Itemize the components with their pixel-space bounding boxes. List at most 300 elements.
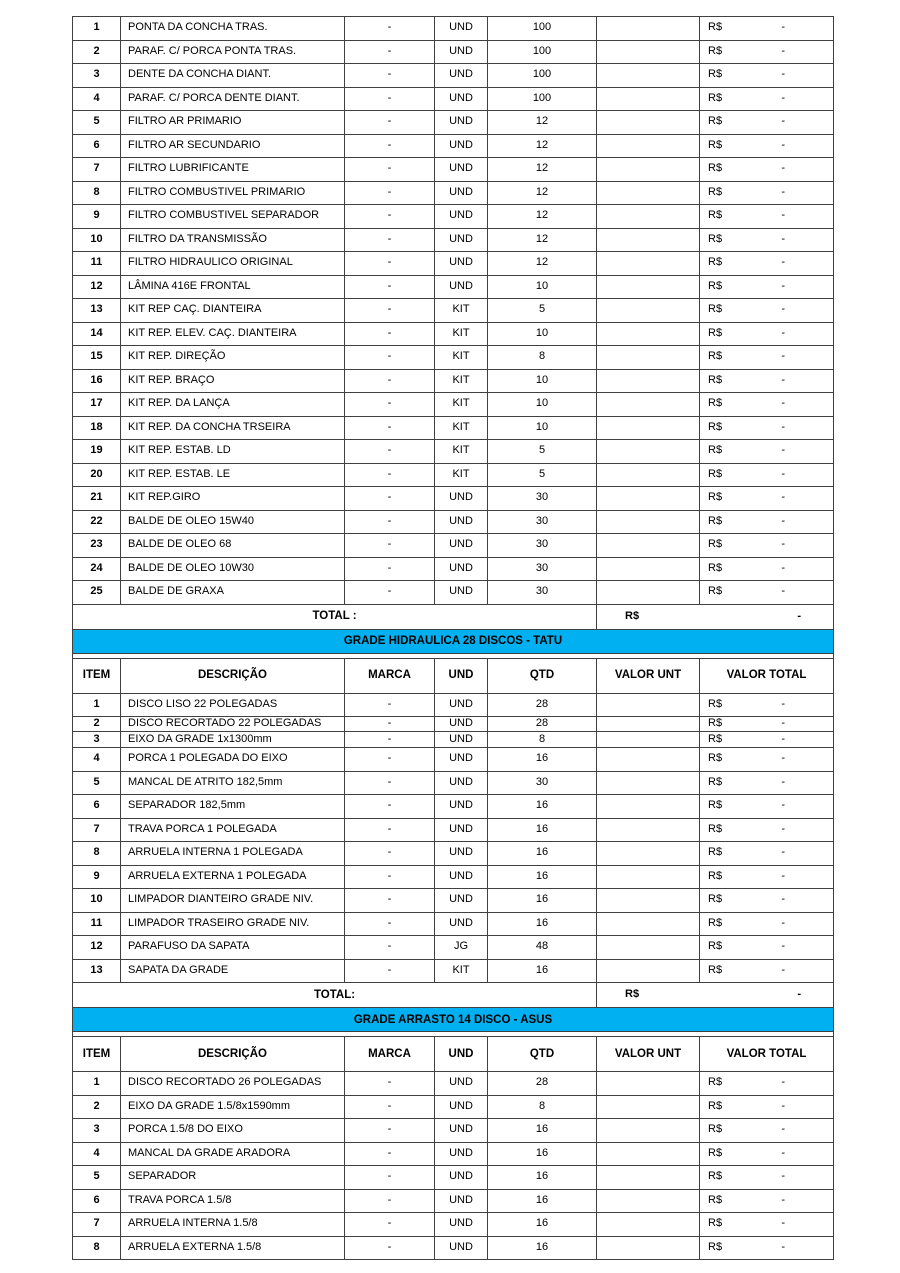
cell-item: 22 (73, 511, 121, 534)
cell-valor-unt (597, 717, 700, 731)
cell-marca: - (345, 41, 435, 64)
cell-valor-total (700, 440, 833, 463)
cell-und: KIT (435, 346, 488, 369)
header-valor-unt: VALOR UNT (597, 659, 700, 693)
cell-marca: - (345, 581, 435, 604)
cell-descricao: ARRUELA EXTERNA 1 POLEGADA (121, 866, 345, 889)
cell-item: 1 (73, 17, 121, 40)
currency-label: R$ (708, 162, 723, 175)
table-row (73, 717, 833, 732)
currency-label: R$ (708, 585, 723, 598)
currency-label: R$ (708, 68, 723, 81)
cell-qtd: 10 (488, 370, 597, 393)
cell-descricao: DENTE DA CONCHA DIANT. (121, 64, 345, 87)
empty-value: - (781, 940, 785, 953)
cell-valor-unt (597, 772, 700, 795)
cell-qtd: 100 (488, 41, 597, 64)
empty-value: - (781, 1193, 785, 1206)
cell-valor-unt (597, 748, 700, 771)
cell-item: 5 (73, 772, 121, 795)
cell-und: KIT (435, 323, 488, 346)
currency-label: R$ (708, 209, 723, 222)
currency-label: R$ (708, 1099, 723, 1112)
total-label: TOTAL : (73, 605, 597, 629)
currency-label: R$ (708, 514, 723, 527)
empty-value: - (781, 1240, 785, 1253)
cell-und: KIT (435, 440, 488, 463)
table-row (73, 464, 833, 488)
table-row (73, 694, 833, 718)
cell-marca: - (345, 889, 435, 912)
cell-descricao: PORCA 1 POLEGADA DO EIXO (121, 748, 345, 771)
cell-und: UND (435, 534, 488, 557)
currency-label: R$ (708, 799, 723, 812)
cell-item: 2 (73, 41, 121, 64)
cell-qtd: 5 (488, 440, 597, 463)
cell-qtd: 16 (488, 748, 597, 771)
table-row (73, 581, 833, 605)
currency-label: R$ (708, 279, 723, 292)
cell-marca: - (345, 732, 435, 747)
header-und: UND (435, 659, 488, 693)
total-value (597, 605, 833, 629)
total-currency-label: R$ (625, 609, 640, 622)
cell-valor-unt (597, 732, 700, 747)
currency-label: R$ (708, 21, 723, 34)
table-row (73, 936, 833, 960)
cell-valor-total (700, 111, 833, 134)
currency-label: R$ (708, 1240, 723, 1253)
cell-item: 11 (73, 913, 121, 936)
cell-descricao: SEPARADOR (121, 1166, 345, 1189)
cell-marca: - (345, 370, 435, 393)
cell-descricao: FILTRO AR SECUNDARIO (121, 135, 345, 158)
cell-item: 11 (73, 252, 121, 275)
cell-und: UND (435, 581, 488, 604)
empty-value: - (781, 115, 785, 128)
cell-valor-total (700, 252, 833, 275)
cell-valor-total (700, 229, 833, 252)
table-row (73, 1190, 833, 1214)
cell-valor-unt (597, 464, 700, 487)
cell-valor-total (700, 842, 833, 865)
empty-value: - (781, 91, 785, 104)
table-row (73, 417, 833, 441)
cell-und: KIT (435, 370, 488, 393)
cell-valor-unt (597, 158, 700, 181)
cell-descricao: TRAVA PORCA 1 POLEGADA (121, 819, 345, 842)
cell-und: UND (435, 913, 488, 936)
cell-descricao: KIT REP.GIRO (121, 487, 345, 510)
empty-value: - (781, 491, 785, 504)
table-row (73, 182, 833, 206)
table-row (73, 732, 833, 748)
cell-und: KIT (435, 464, 488, 487)
currency-label: R$ (708, 775, 723, 788)
table-row (73, 205, 833, 229)
cell-item: 1 (73, 1072, 121, 1095)
total-currency-label: R$ (625, 988, 640, 1001)
cell-descricao: ARRUELA EXTERNA 1.5/8 (121, 1237, 345, 1260)
header-descricao: DESCRIÇÃO (121, 1037, 345, 1071)
table-row (73, 299, 833, 323)
currency-label: R$ (708, 373, 723, 386)
table-body (73, 1072, 833, 1260)
empty-value: - (781, 916, 785, 929)
cell-qtd: 10 (488, 276, 597, 299)
cell-und: UND (435, 842, 488, 865)
table-row (73, 158, 833, 182)
empty-value: - (781, 1170, 785, 1183)
currency-label: R$ (708, 420, 723, 433)
cell-descricao: PONTA DA CONCHA TRAS. (121, 17, 345, 40)
cell-descricao: MANCAL DE ATRITO 182,5mm (121, 772, 345, 795)
table-row (73, 1119, 833, 1143)
cell-item: 9 (73, 866, 121, 889)
currency-label: R$ (708, 1193, 723, 1206)
currency-label: R$ (708, 1170, 723, 1183)
currency-label: R$ (708, 752, 723, 765)
cell-valor-total (700, 393, 833, 416)
header-valor-total: VALOR TOTAL (726, 669, 807, 682)
total-row (73, 983, 833, 1008)
currency-label: R$ (708, 232, 723, 245)
cell-item: 15 (73, 346, 121, 369)
cell-item: 13 (73, 299, 121, 322)
cell-valor-total (700, 158, 833, 181)
cell-descricao: PARAF. C/ PORCA PONTA TRAS. (121, 41, 345, 64)
empty-value: - (781, 350, 785, 363)
cell-valor-unt (597, 182, 700, 205)
cell-descricao: BALDE DE GRAXA (121, 581, 345, 604)
cell-und: UND (435, 111, 488, 134)
cell-valor-total (700, 1190, 833, 1213)
empty-value: - (781, 138, 785, 151)
header-qtd: QTD (488, 1037, 597, 1071)
cell-und: UND (435, 558, 488, 581)
cell-valor-total (700, 717, 833, 731)
currency-label: R$ (708, 185, 723, 198)
cell-qtd: 30 (488, 772, 597, 795)
currency-label: R$ (708, 303, 723, 316)
table-row (73, 252, 833, 276)
cell-valor-unt (597, 393, 700, 416)
cell-qtd: 30 (488, 487, 597, 510)
cell-valor-unt (597, 1237, 700, 1260)
total-empty-value: - (797, 988, 801, 1001)
empty-value: - (781, 869, 785, 882)
cell-qtd: 12 (488, 182, 597, 205)
cell-item: 3 (73, 1119, 121, 1142)
cell-valor-total (700, 323, 833, 346)
table-row (73, 440, 833, 464)
table-row (73, 111, 833, 135)
empty-value: - (781, 68, 785, 81)
cell-marca: - (345, 842, 435, 865)
header-marca: MARCA (345, 659, 435, 693)
cell-descricao: DISCO RECORTADO 22 POLEGADAS (121, 717, 345, 731)
table-row (73, 1072, 833, 1096)
currency-label: R$ (708, 1123, 723, 1136)
cell-valor-total (700, 88, 833, 111)
cell-valor-total (700, 276, 833, 299)
table-row (73, 370, 833, 394)
cell-item: 1 (73, 694, 121, 717)
currency-label: R$ (708, 397, 723, 410)
total-empty-value: - (797, 609, 801, 622)
table-row (73, 748, 833, 772)
currency-label: R$ (708, 732, 723, 745)
cell-qtd: 10 (488, 393, 597, 416)
cell-und: UND (435, 819, 488, 842)
cell-item: 16 (73, 370, 121, 393)
table-row (73, 276, 833, 300)
cell-und: UND (435, 511, 488, 534)
currency-label: R$ (708, 822, 723, 835)
cell-qtd: 16 (488, 842, 597, 865)
cell-und: UND (435, 795, 488, 818)
currency-label: R$ (708, 256, 723, 269)
cell-und: UND (435, 17, 488, 40)
cell-marca: - (345, 1190, 435, 1213)
cell-descricao: KIT REP. ESTAB. LE (121, 464, 345, 487)
cell-item: 25 (73, 581, 121, 604)
empty-value: - (781, 893, 785, 906)
cell-und: UND (435, 1119, 488, 1142)
cell-valor-total (700, 732, 833, 747)
cell-und: UND (435, 88, 488, 111)
cell-qtd: 12 (488, 135, 597, 158)
cell-item: 13 (73, 960, 121, 983)
cell-item: 3 (73, 64, 121, 87)
empty-value: - (781, 799, 785, 812)
cell-descricao: KIT REP. BRAÇO (121, 370, 345, 393)
cell-descricao: DISCO RECORTADO 26 POLEGADAS (121, 1072, 345, 1095)
currency-label: R$ (708, 138, 723, 151)
cell-und: UND (435, 41, 488, 64)
empty-value: - (781, 1099, 785, 1112)
cell-valor-total (700, 417, 833, 440)
cell-valor-total (700, 1237, 833, 1260)
cell-valor-total (700, 795, 833, 818)
header-qtd: QTD (488, 659, 597, 693)
cell-item: 2 (73, 717, 121, 731)
cell-und: UND (435, 276, 488, 299)
cell-qtd: 16 (488, 1190, 597, 1213)
cell-marca: - (345, 558, 435, 581)
cell-qtd: 30 (488, 511, 597, 534)
currency-label: R$ (708, 467, 723, 480)
cell-item: 17 (73, 393, 121, 416)
cell-item: 20 (73, 464, 121, 487)
cell-qtd: 12 (488, 252, 597, 275)
currency-label: R$ (708, 1146, 723, 1159)
table-row (73, 17, 833, 41)
cell-valor-total (700, 487, 833, 510)
cell-valor-unt (597, 299, 700, 322)
cell-valor-unt (597, 417, 700, 440)
cell-valor-total (700, 772, 833, 795)
cell-item: 9 (73, 205, 121, 228)
cell-qtd: 16 (488, 866, 597, 889)
empty-value: - (781, 232, 785, 245)
cell-valor-unt (597, 1072, 700, 1095)
empty-value: - (781, 514, 785, 527)
cell-valor-unt (597, 205, 700, 228)
cell-valor-unt (597, 370, 700, 393)
cell-item: 2 (73, 1096, 121, 1119)
header-und: UND (435, 1037, 488, 1071)
cell-marca: - (345, 299, 435, 322)
cell-descricao: FILTRO COMBUSTIVEL PRIMARIO (121, 182, 345, 205)
cell-item: 6 (73, 135, 121, 158)
cell-und: KIT (435, 960, 488, 983)
currency-label: R$ (708, 444, 723, 457)
cell-qtd: 16 (488, 795, 597, 818)
cell-valor-total (700, 370, 833, 393)
cell-descricao: EIXO DA GRADE 1.5/8x1590mm (121, 1096, 345, 1119)
currency-label: R$ (708, 963, 723, 976)
empty-value: - (781, 44, 785, 57)
table-row (73, 323, 833, 347)
cell-descricao: DISCO LISO 22 POLEGADAS (121, 694, 345, 717)
cell-descricao: KIT REP. ELEV. CAÇ. DIANTEIRA (121, 323, 345, 346)
cell-marca: - (345, 229, 435, 252)
cell-marca: - (345, 1143, 435, 1166)
total-row (73, 605, 833, 630)
cell-descricao: FILTRO AR PRIMARIO (121, 111, 345, 134)
table-row (73, 842, 833, 866)
table-row (73, 41, 833, 65)
cell-marca: - (345, 748, 435, 771)
cell-valor-total (700, 960, 833, 983)
cell-valor-total (700, 558, 833, 581)
cell-valor-unt (597, 1166, 700, 1189)
cell-valor-total (700, 936, 833, 959)
cell-marca: - (345, 440, 435, 463)
cell-descricao: EIXO DA GRADE 1x1300mm (121, 732, 345, 747)
empty-value: - (781, 538, 785, 551)
cell-marca: - (345, 276, 435, 299)
cell-und: KIT (435, 299, 488, 322)
cell-descricao: KIT REP. DA LANÇA (121, 393, 345, 416)
cell-und: UND (435, 1166, 488, 1189)
cell-marca: - (345, 323, 435, 346)
cell-item: 21 (73, 487, 121, 510)
cell-valor-unt (597, 111, 700, 134)
cell-und: UND (435, 252, 488, 275)
cell-marca: - (345, 1072, 435, 1095)
cell-qtd: 16 (488, 1166, 597, 1189)
cell-item: 6 (73, 1190, 121, 1213)
cell-descricao: LIMPADOR TRASEIRO GRADE NIV. (121, 913, 345, 936)
cell-und: UND (435, 182, 488, 205)
cell-descricao: BALDE DE OLEO 10W30 (121, 558, 345, 581)
empty-value: - (781, 1076, 785, 1089)
cell-qtd: 16 (488, 913, 597, 936)
total-label: TOTAL: (73, 983, 597, 1007)
cell-qtd: 8 (488, 346, 597, 369)
cell-valor-total (700, 17, 833, 40)
cell-descricao: KIT REP CAÇ. DIANTEIRA (121, 299, 345, 322)
cell-marca: - (345, 417, 435, 440)
cell-qtd: 30 (488, 534, 597, 557)
table-row (73, 1143, 833, 1167)
currency-label: R$ (708, 1217, 723, 1230)
cell-valor-unt (597, 135, 700, 158)
empty-value: - (781, 256, 785, 269)
cell-valor-unt (597, 581, 700, 604)
cell-marca: - (345, 772, 435, 795)
currency-label: R$ (708, 91, 723, 104)
table-row (73, 229, 833, 253)
cell-descricao: KIT REP. ESTAB. LD (121, 440, 345, 463)
currency-label: R$ (708, 717, 723, 730)
empty-value: - (781, 752, 785, 765)
cell-marca: - (345, 252, 435, 275)
empty-value: - (781, 697, 785, 710)
cell-valor-unt (597, 1143, 700, 1166)
cell-marca: - (345, 487, 435, 510)
currency-label: R$ (708, 697, 723, 710)
cell-descricao: FILTRO DA TRANSMISSÃO (121, 229, 345, 252)
table-row (73, 1096, 833, 1120)
cell-valor-unt (597, 1213, 700, 1236)
cell-item: 24 (73, 558, 121, 581)
empty-value: - (781, 1217, 785, 1230)
cell-valor-unt (597, 64, 700, 87)
cell-descricao: ARRUELA INTERNA 1 POLEGADA (121, 842, 345, 865)
cell-und: UND (435, 158, 488, 181)
cell-qtd: 5 (488, 299, 597, 322)
cell-descricao: FILTRO HIDRAULICO ORIGINAL (121, 252, 345, 275)
empty-value: - (781, 1123, 785, 1136)
table-row (73, 1237, 833, 1261)
empty-value: - (781, 467, 785, 480)
cell-descricao: BALDE DE OLEO 68 (121, 534, 345, 557)
cell-qtd: 12 (488, 158, 597, 181)
cell-item: 7 (73, 819, 121, 842)
cell-item: 8 (73, 182, 121, 205)
cell-qtd: 12 (488, 205, 597, 228)
currency-label: R$ (708, 893, 723, 906)
section-title-band: GRADE HIDRAULICA 28 DISCOS - TATU (73, 630, 833, 654)
cell-qtd: 28 (488, 694, 597, 717)
cell-marca: - (345, 17, 435, 40)
total-value (597, 983, 833, 1007)
cell-qtd: 30 (488, 581, 597, 604)
empty-value: - (781, 373, 785, 386)
cell-item: 12 (73, 936, 121, 959)
cell-descricao: ARRUELA INTERNA 1.5/8 (121, 1213, 345, 1236)
cell-valor-unt (597, 17, 700, 40)
currency-label: R$ (708, 491, 723, 504)
cell-item: 5 (73, 1166, 121, 1189)
table-row (73, 960, 833, 984)
cell-marca: - (345, 393, 435, 416)
cell-qtd: 100 (488, 17, 597, 40)
cell-marca: - (345, 64, 435, 87)
table-row (73, 135, 833, 159)
cell-und: UND (435, 64, 488, 87)
cell-marca: - (345, 1166, 435, 1189)
empty-value: - (781, 420, 785, 433)
cell-und: UND (435, 1237, 488, 1260)
cell-valor-unt (597, 511, 700, 534)
cell-und: UND (435, 487, 488, 510)
cell-marca: - (345, 913, 435, 936)
section-title-band: GRADE ARRASTO 14 DISCO - ASUS (73, 1008, 833, 1032)
